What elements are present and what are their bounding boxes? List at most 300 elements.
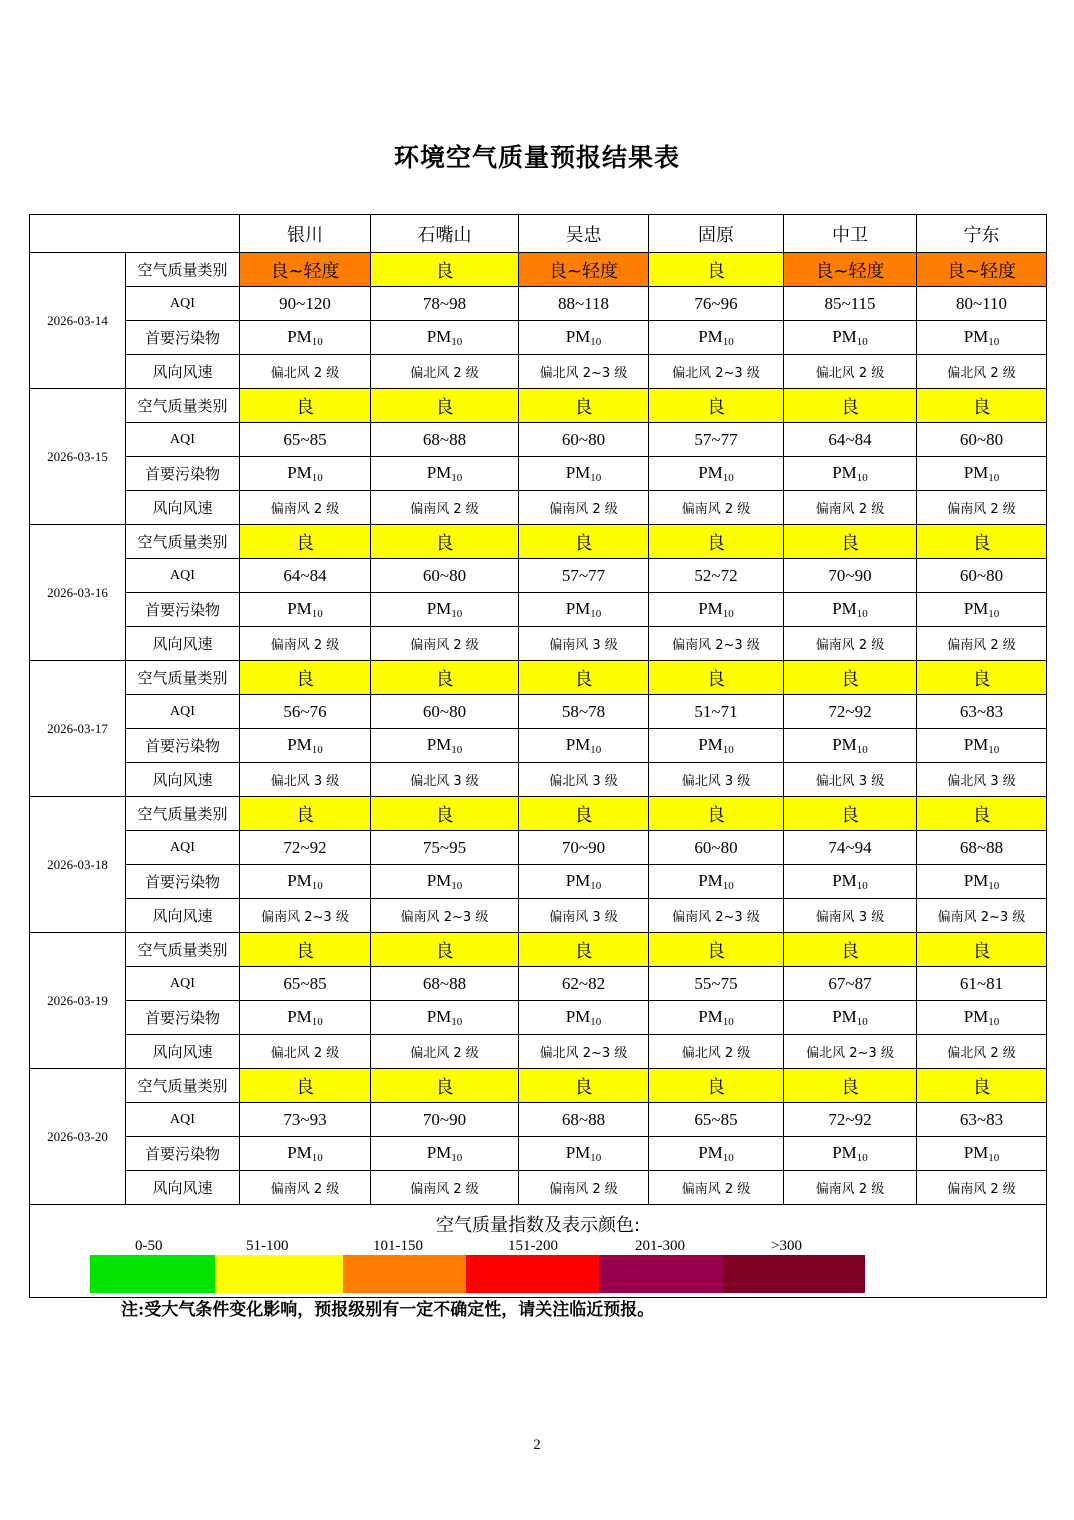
primary-pollutant-cell: [519, 865, 649, 899]
aqi-range-cell: 76~96: [649, 287, 784, 321]
primary-pollutant-cell: [917, 865, 1047, 899]
wind-cell: 偏南风 2 级: [240, 627, 371, 661]
primary-pollutant-cell: [917, 729, 1047, 763]
primary-pollutant-cell: [917, 1001, 1047, 1035]
aqi-range-cell: 73~93: [240, 1103, 371, 1137]
air-quality-category-cell: 良: [917, 389, 1047, 423]
air-quality-category-cell: 良: [917, 661, 1047, 695]
wind-cell: 偏南风 2 级: [784, 1171, 917, 1205]
wind-cell: 偏南风 3 级: [519, 899, 649, 933]
pollutant-subscript: 10: [722, 1016, 734, 1028]
forecast-date: 2026-03-15: [30, 389, 126, 525]
city-header: 吴忠: [519, 215, 649, 253]
air-quality-category-cell: 良: [371, 933, 519, 967]
pollutant-name: PM: [698, 735, 723, 754]
pollutant-name: PM: [963, 327, 989, 346]
aqi-range-cell: 60~80: [917, 423, 1047, 457]
pollutant-name: PM: [832, 463, 857, 482]
pollutant-name: PM: [287, 1007, 312, 1026]
aqi-range-cell: 90~120: [240, 287, 371, 321]
aqi-range-cell: 72~92: [784, 1103, 917, 1137]
forecast-row-aqi: [30, 831, 1047, 865]
row-label-aqi: AQI: [126, 423, 240, 457]
pollutant-name: PM: [832, 735, 857, 754]
pollutant-name: PM: [832, 1143, 857, 1162]
primary-pollutant-cell: [784, 457, 917, 491]
pollutant-name: PM: [832, 599, 857, 618]
aqi-range-cell: 60~80: [519, 423, 649, 457]
pollutant-subscript: 10: [451, 472, 463, 484]
air-quality-category-cell: 良: [371, 253, 519, 287]
wind-cell: 偏北风 2 级: [371, 355, 519, 389]
air-quality-category-cell: 良: [240, 1069, 371, 1103]
legend-color-swatch: [343, 1255, 466, 1293]
wind-cell: 偏南风 2~3 级: [240, 899, 371, 933]
pollutant-subscript: 10: [988, 1152, 1000, 1164]
pollutant-subscript: 10: [856, 1016, 868, 1028]
pollutant-name: PM: [963, 735, 989, 754]
wind-cell: 偏南风 2~3 级: [917, 899, 1047, 933]
aqi-range-cell: 85~115: [784, 287, 917, 321]
pollutant-subscript: 10: [856, 608, 868, 620]
primary-pollutant-cell: [917, 457, 1047, 491]
forecast-row-aqi: [30, 423, 1047, 457]
air-quality-category-cell: 良: [649, 661, 784, 695]
pollutant-subscript: 10: [311, 1152, 323, 1164]
pollutant-name: PM: [426, 599, 452, 618]
primary-pollutant-cell: [519, 1137, 649, 1171]
forecast-row-aqi: [30, 967, 1047, 1001]
pollutant-subscript: 10: [988, 880, 1000, 892]
wind-cell: 偏北风 2~3 级: [519, 1035, 649, 1069]
aqi-range-cell: 78~98: [371, 287, 519, 321]
city-header-row: [30, 215, 1047, 253]
primary-pollutant-cell: [240, 321, 371, 355]
primary-pollutant-cell: [240, 1001, 371, 1035]
forecast-date: 2026-03-17: [30, 661, 126, 797]
primary-pollutant-cell: [784, 729, 917, 763]
aqi-range-cell: 68~88: [371, 423, 519, 457]
aqi-range-cell: 61~81: [917, 967, 1047, 1001]
aqi-range-cell: 63~83: [917, 695, 1047, 729]
forecast-row-category: [30, 797, 1047, 831]
air-quality-category-cell: 良: [240, 389, 371, 423]
air-quality-category-cell: 良: [917, 525, 1047, 559]
city-header: 固原: [649, 215, 784, 253]
aqi-range-cell: 52~72: [649, 559, 784, 593]
pollutant-subscript: 10: [856, 880, 868, 892]
primary-pollutant-cell: [784, 1137, 917, 1171]
forecast-row-pollutant: [30, 593, 1047, 627]
aqi-range-cell: 72~92: [240, 831, 371, 865]
pollutant-name: PM: [565, 1143, 591, 1162]
wind-cell: 偏北风 3 级: [784, 763, 917, 797]
air-quality-category-cell: 良: [784, 389, 917, 423]
pollutant-name: PM: [963, 1143, 989, 1162]
forecast-row-wind: [30, 899, 1047, 933]
legend-row: [30, 1205, 1047, 1298]
aqi-range-cell: 80~110: [917, 287, 1047, 321]
row-label-category: 空气质量类别: [126, 933, 240, 967]
city-header: 银川: [240, 215, 371, 253]
primary-pollutant-cell: [649, 1001, 784, 1035]
wind-cell: 偏南风 2 级: [649, 491, 784, 525]
pollutant-subscript: 10: [311, 336, 323, 348]
pollutant-subscript: 10: [856, 336, 868, 348]
wind-cell: 偏南风 2~3 级: [371, 899, 519, 933]
air-quality-category-cell: 良: [371, 389, 519, 423]
legend-range-label: 101-150: [373, 1238, 423, 1254]
primary-pollutant-cell: [371, 1137, 519, 1171]
air-quality-category-cell: 良: [917, 1069, 1047, 1103]
pollutant-subscript: 10: [451, 880, 463, 892]
aqi-range-cell: 88~118: [519, 287, 649, 321]
air-quality-category-cell: 良: [240, 933, 371, 967]
primary-pollutant-cell: [519, 321, 649, 355]
forecast-row-aqi: [30, 1103, 1047, 1137]
pollutant-subscript: 10: [722, 336, 734, 348]
aqi-range-cell: 55~75: [649, 967, 784, 1001]
air-quality-category-cell: 良: [649, 933, 784, 967]
air-quality-category-cell: 良: [784, 933, 917, 967]
pollutant-subscript: 10: [722, 880, 734, 892]
city-header: 宁东: [917, 215, 1047, 253]
city-header: 中卫: [784, 215, 917, 253]
legend-range-label: 151-200: [508, 1238, 558, 1254]
air-quality-category-cell: 良: [519, 389, 649, 423]
pollutant-name: PM: [698, 871, 723, 890]
forecast-row-category: [30, 253, 1047, 287]
wind-cell: 偏北风 2 级: [917, 355, 1047, 389]
pollutant-subscript: 10: [722, 744, 734, 756]
wind-cell: 偏北风 2 级: [371, 1035, 519, 1069]
pollutant-subscript: 10: [590, 1016, 602, 1028]
pollutant-name: PM: [832, 871, 857, 890]
primary-pollutant-cell: [917, 321, 1047, 355]
forecast-note: 注:受大气条件变化影响，预报级别有一定不确定性，请关注临近预报。: [121, 1300, 655, 1320]
pollutant-name: PM: [565, 735, 591, 754]
air-quality-category-cell: 良: [240, 525, 371, 559]
primary-pollutant-cell: [519, 729, 649, 763]
forecast-row-wind: [30, 1035, 1047, 1069]
aqi-range-cell: 70~90: [519, 831, 649, 865]
legend-color-swatch: [599, 1255, 723, 1293]
row-label-wind: 风向风速: [126, 1035, 240, 1069]
forecast-row-pollutant: [30, 865, 1047, 899]
row-label-pollutant: 首要污染物: [126, 457, 240, 491]
primary-pollutant-cell: [371, 593, 519, 627]
pollutant-subscript: 10: [590, 472, 602, 484]
pollutant-name: PM: [963, 463, 989, 482]
row-label-wind: 风向风速: [126, 763, 240, 797]
primary-pollutant-cell: [371, 321, 519, 355]
pollutant-subscript: 10: [451, 744, 463, 756]
pollutant-subscript: 10: [451, 336, 463, 348]
aqi-range-cell: 68~88: [917, 831, 1047, 865]
primary-pollutant-cell: [240, 865, 371, 899]
forecast-row-category: [30, 525, 1047, 559]
forecast-row-pollutant: [30, 321, 1047, 355]
row-label-pollutant: 首要污染物: [126, 1137, 240, 1171]
pollutant-subscript: 10: [311, 744, 323, 756]
air-quality-category-cell: 良: [371, 797, 519, 831]
primary-pollutant-cell: [917, 1137, 1047, 1171]
forecast-row-wind: [30, 627, 1047, 661]
row-label-pollutant: 首要污染物: [126, 1001, 240, 1035]
pollutant-name: PM: [287, 1143, 312, 1162]
forecast-date: 2026-03-16: [30, 525, 126, 661]
pollutant-subscript: 10: [590, 1152, 602, 1164]
air-quality-category-cell: 良~轻度: [519, 253, 649, 287]
row-label-category: 空气质量类别: [126, 661, 240, 695]
air-quality-category-cell: 良: [371, 525, 519, 559]
pollutant-subscript: 10: [722, 472, 734, 484]
pollutant-subscript: 10: [988, 744, 1000, 756]
air-quality-category-cell: 良~轻度: [784, 253, 917, 287]
wind-cell: 偏北风 2 级: [240, 1035, 371, 1069]
pollutant-name: PM: [287, 599, 312, 618]
row-label-wind: 风向风速: [126, 899, 240, 933]
pollutant-name: PM: [832, 327, 857, 346]
wind-cell: 偏南风 3 级: [519, 627, 649, 661]
row-label-wind: 风向风速: [126, 627, 240, 661]
air-quality-category-cell: 良: [784, 1069, 917, 1103]
aqi-range-cell: 60~80: [371, 559, 519, 593]
pollutant-name: PM: [698, 599, 723, 618]
pollutant-name: PM: [426, 1143, 452, 1162]
forecast-row-category: [30, 1069, 1047, 1103]
primary-pollutant-cell: [649, 457, 784, 491]
aqi-range-cell: 72~92: [784, 695, 917, 729]
pollutant-name: PM: [698, 1007, 723, 1026]
page-number: 2: [533, 1437, 541, 1453]
aqi-range-cell: 70~90: [371, 1103, 519, 1137]
pollutant-name: PM: [963, 871, 989, 890]
legend-title: 空气质量指数及表示颜色:: [435, 1215, 641, 1236]
pollutant-name: PM: [698, 327, 723, 346]
pollutant-name: PM: [287, 327, 312, 346]
pollutant-subscript: 10: [590, 744, 602, 756]
primary-pollutant-cell: [371, 457, 519, 491]
air-quality-category-cell: 良: [519, 797, 649, 831]
primary-pollutant-cell: [519, 593, 649, 627]
aqi-range-cell: 60~80: [649, 831, 784, 865]
row-label-pollutant: 首要污染物: [126, 729, 240, 763]
row-label-aqi: AQI: [126, 1103, 240, 1137]
row-label-aqi: AQI: [126, 559, 240, 593]
wind-cell: 偏南风 2 级: [784, 491, 917, 525]
page-title: 环境空气质量预报结果表: [393, 143, 680, 172]
wind-cell: 偏北风 2~3 级: [649, 355, 784, 389]
primary-pollutant-cell: [784, 593, 917, 627]
pollutant-subscript: 10: [988, 608, 1000, 620]
aqi-range-cell: 60~80: [917, 559, 1047, 593]
row-label-pollutant: 首要污染物: [126, 321, 240, 355]
pollutant-subscript: 10: [311, 608, 323, 620]
wind-cell: 偏南风 2 级: [519, 1171, 649, 1205]
pollutant-name: PM: [426, 735, 452, 754]
pollutant-subscript: 10: [856, 744, 868, 756]
forecast-row-pollutant: [30, 1137, 1047, 1171]
air-quality-category-cell: 良: [649, 797, 784, 831]
pollutant-subscript: 10: [722, 1152, 734, 1164]
air-quality-category-cell: 良~轻度: [917, 253, 1047, 287]
wind-cell: 偏南风 2 级: [917, 491, 1047, 525]
air-quality-category-cell: 良: [784, 797, 917, 831]
pollutant-name: PM: [832, 1007, 857, 1026]
pollutant-name: PM: [426, 1007, 452, 1026]
corner-cell: [30, 215, 240, 253]
primary-pollutant-cell: [784, 865, 917, 899]
row-label-wind: 风向风速: [126, 491, 240, 525]
pollutant-name: PM: [287, 871, 312, 890]
wind-cell: 偏南风 2 级: [649, 1171, 784, 1205]
forecast-row-aqi: [30, 695, 1047, 729]
primary-pollutant-cell: [240, 729, 371, 763]
city-header: 石嘴山: [371, 215, 519, 253]
legend-range-label: >300: [771, 1238, 802, 1254]
wind-cell: 偏北风 2 级: [784, 355, 917, 389]
air-quality-category-cell: 良: [519, 1069, 649, 1103]
primary-pollutant-cell: [784, 1001, 917, 1035]
legend-color-swatch: [215, 1255, 343, 1293]
row-label-category: 空气质量类别: [126, 389, 240, 423]
primary-pollutant-cell: [649, 321, 784, 355]
wind-cell: 偏北风 3 级: [519, 763, 649, 797]
pollutant-name: PM: [565, 871, 591, 890]
row-label-pollutant: 首要污染物: [126, 865, 240, 899]
forecast-row-pollutant: [30, 457, 1047, 491]
aqi-range-cell: 68~88: [519, 1103, 649, 1137]
row-label-wind: 风向风速: [126, 355, 240, 389]
wind-cell: 偏南风 2 级: [371, 1171, 519, 1205]
pollutant-name: PM: [426, 327, 452, 346]
air-quality-category-cell: 良: [784, 661, 917, 695]
pollutant-name: PM: [698, 1143, 723, 1162]
air-quality-category-cell: 良: [649, 1069, 784, 1103]
primary-pollutant-cell: [371, 1001, 519, 1035]
row-label-pollutant: 首要污染物: [126, 593, 240, 627]
wind-cell: 偏南风 2~3 级: [649, 899, 784, 933]
primary-pollutant-cell: [519, 1001, 649, 1035]
wind-cell: 偏北风 3 级: [240, 763, 371, 797]
aqi-range-cell: 51~71: [649, 695, 784, 729]
pollutant-subscript: 10: [451, 1016, 463, 1028]
wind-cell: 偏北风 2~3 级: [519, 355, 649, 389]
pollutant-name: PM: [565, 463, 591, 482]
wind-cell: 偏南风 2 级: [917, 627, 1047, 661]
wind-cell: 偏北风 2~3 级: [784, 1035, 917, 1069]
wind-cell: 偏南风 2 级: [917, 1171, 1047, 1205]
primary-pollutant-cell: [649, 1137, 784, 1171]
wind-cell: 偏南风 2 级: [784, 627, 917, 661]
forecast-row-category: [30, 389, 1047, 423]
forecast-date: 2026-03-14: [30, 253, 126, 389]
pollutant-subscript: 10: [451, 608, 463, 620]
aqi-range-cell: 57~77: [519, 559, 649, 593]
wind-cell: 偏南风 2 级: [519, 491, 649, 525]
forecast-row-wind: [30, 1171, 1047, 1205]
row-label-category: 空气质量类别: [126, 525, 240, 559]
pollutant-name: PM: [426, 871, 452, 890]
wind-cell: 偏北风 2 级: [917, 1035, 1047, 1069]
pollutant-name: PM: [287, 463, 312, 482]
primary-pollutant-cell: [519, 457, 649, 491]
aqi-range-cell: 56~76: [240, 695, 371, 729]
pollutant-subscript: 10: [856, 472, 868, 484]
row-label-aqi: AQI: [126, 967, 240, 1001]
row-label-aqi: AQI: [126, 831, 240, 865]
pollutant-name: PM: [963, 1007, 989, 1026]
wind-cell: 偏南风 2 级: [240, 491, 371, 525]
pollutant-subscript: 10: [311, 880, 323, 892]
air-quality-category-cell: 良: [371, 661, 519, 695]
aqi-range-cell: 65~85: [240, 967, 371, 1001]
wind-cell: 偏南风 2 级: [240, 1171, 371, 1205]
pollutant-subscript: 10: [988, 336, 1000, 348]
primary-pollutant-cell: [649, 865, 784, 899]
aqi-color-legend: [30, 1205, 1047, 1298]
forecast-row-wind: [30, 355, 1047, 389]
pollutant-subscript: 10: [311, 472, 323, 484]
forecast-date: 2026-03-18: [30, 797, 126, 933]
air-quality-category-cell: 良: [240, 797, 371, 831]
aqi-range-cell: 60~80: [371, 695, 519, 729]
pollutant-name: PM: [565, 599, 591, 618]
air-quality-category-cell: 良~轻度: [240, 253, 371, 287]
wind-cell: 偏南风 2~3 级: [649, 627, 784, 661]
aqi-range-cell: 64~84: [240, 559, 371, 593]
legend-range-label: 201-300: [635, 1238, 685, 1254]
row-label-wind: 风向风速: [126, 1171, 240, 1205]
pollutant-subscript: 10: [856, 1152, 868, 1164]
forecast-row-category: [30, 933, 1047, 967]
wind-cell: 偏北风 2 级: [240, 355, 371, 389]
wind-cell: 偏北风 3 级: [917, 763, 1047, 797]
row-label-aqi: AQI: [126, 695, 240, 729]
forecast-date: 2026-03-20: [30, 1069, 126, 1205]
air-quality-category-cell: 良: [240, 661, 371, 695]
pollutant-subscript: 10: [988, 1016, 1000, 1028]
forecast-row-aqi: [30, 287, 1047, 321]
forecast-row-category: [30, 661, 1047, 695]
forecast-row-wind: [30, 763, 1047, 797]
legend-color-swatch: [723, 1255, 865, 1293]
wind-cell: 偏北风 2 级: [649, 1035, 784, 1069]
primary-pollutant-cell: [371, 729, 519, 763]
air-quality-category-cell: 良: [519, 661, 649, 695]
aqi-range-cell: 65~85: [649, 1103, 784, 1137]
legend-color-swatch: [90, 1255, 215, 1293]
air-quality-category-cell: 良: [649, 253, 784, 287]
primary-pollutant-cell: [784, 321, 917, 355]
air-quality-category-cell: 良: [784, 525, 917, 559]
pollutant-subscript: 10: [590, 880, 602, 892]
pollutant-subscript: 10: [451, 1152, 463, 1164]
air-quality-category-cell: 良: [519, 525, 649, 559]
aqi-range-cell: 58~78: [519, 695, 649, 729]
air-quality-category-cell: 良: [371, 1069, 519, 1103]
air-quality-category-cell: 良: [519, 933, 649, 967]
forecast-row-pollutant: [30, 729, 1047, 763]
wind-cell: 偏南风 2 级: [371, 491, 519, 525]
aqi-range-cell: 62~82: [519, 967, 649, 1001]
row-label-category: 空气质量类别: [126, 253, 240, 287]
air-quality-category-cell: 良: [917, 797, 1047, 831]
forecast-row-pollutant: [30, 1001, 1047, 1035]
primary-pollutant-cell: [371, 865, 519, 899]
primary-pollutant-cell: [240, 1137, 371, 1171]
